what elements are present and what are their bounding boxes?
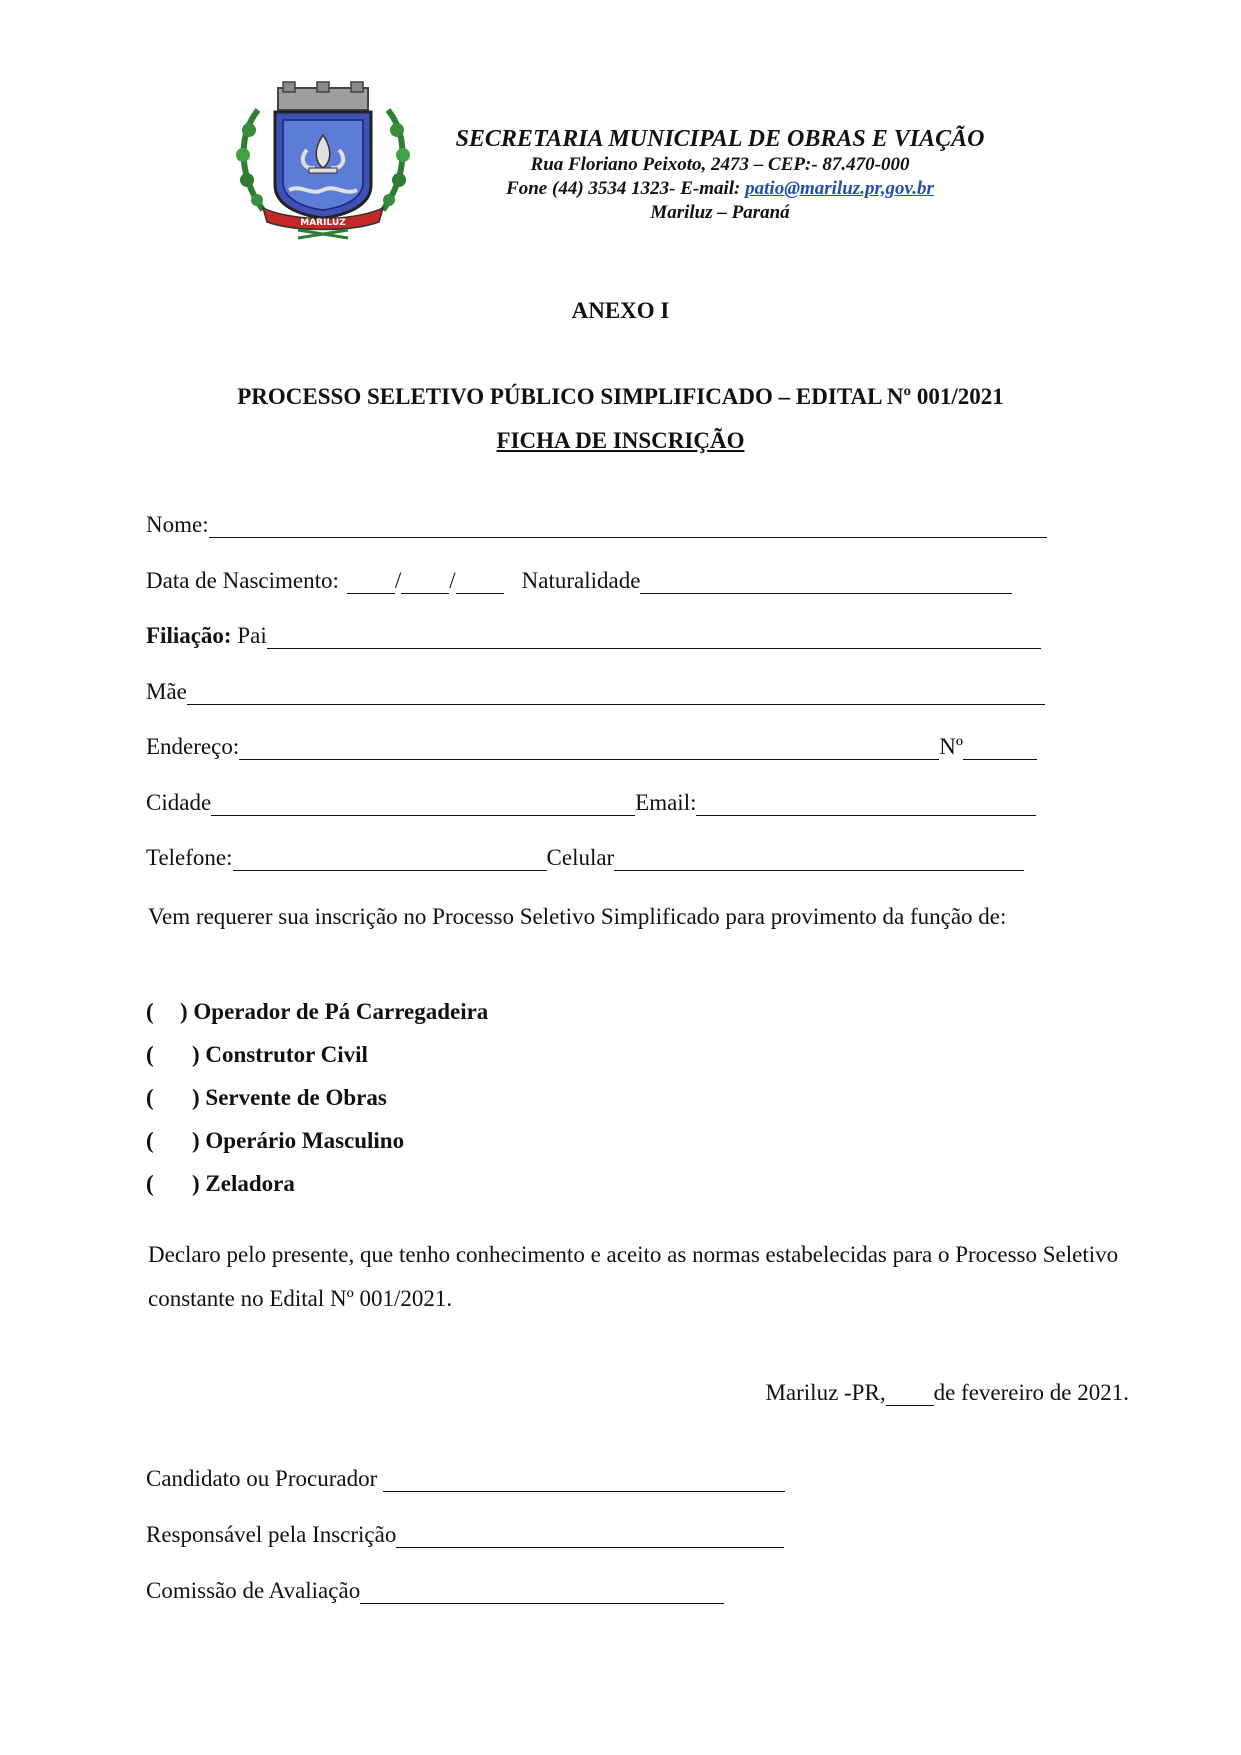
field-endereco	[146, 734, 1037, 760]
label-mae: Mãe	[146, 679, 187, 704]
header-block	[420, 125, 1020, 225]
checkbox-open-paren: (	[146, 1170, 154, 1196]
signature-comissao	[146, 1578, 724, 1604]
checkbox-open-paren: (	[146, 998, 154, 1024]
option-label: ) Servente de Obras	[192, 1084, 387, 1110]
form-title: FICHA DE INSCRIÇÃO	[496, 428, 745, 453]
option-zeladora[interactable]	[146, 1162, 488, 1205]
date-prefix: Mariluz -PR,	[765, 1380, 886, 1405]
signature-responsavel	[146, 1522, 784, 1548]
option-label: ) Zeladora	[192, 1170, 295, 1196]
input-line-comissao[interactable]	[360, 1581, 724, 1604]
input-line-nome[interactable]	[209, 515, 1047, 538]
label-endereco: Endereço:	[146, 734, 240, 759]
option-label: ) Operador de Pá Carregadeira	[180, 998, 489, 1024]
checkbox-open-paren: (	[146, 1084, 154, 1110]
request-text: Vem requerer sua inscrição no Processo Seletivo Simplificado para provimento da função de:	[148, 904, 1007, 929]
header-city: Mariluz – Paraná	[650, 202, 790, 223]
label-filiacao: Filiação:	[146, 623, 232, 648]
declaration-text: Declaro pelo presente, que tenho conhecimento e aceito as normas estabelecidas para o Processo Seletivo constante no Edital Nº 001/2021.	[148, 1242, 1119, 1311]
option-label: ) Construtor Civil	[192, 1041, 368, 1067]
municipal-crest-logo	[233, 80, 413, 240]
input-line-year[interactable]	[456, 571, 504, 594]
field-cidade-email	[146, 790, 1036, 816]
header-phone: Fone (44) 3534 1323- E-mail:	[506, 178, 746, 199]
field-filiacao-pai	[146, 623, 1041, 649]
input-line-responsavel[interactable]	[396, 1525, 784, 1548]
checkbox-open-paren: (	[146, 1041, 154, 1067]
input-line-naturalidade[interactable]	[640, 571, 1012, 594]
label-celular: Celular	[546, 845, 615, 870]
input-line-email[interactable]	[696, 793, 1036, 816]
date-place-line	[765, 1380, 1129, 1406]
input-line-candidato[interactable]	[383, 1469, 785, 1492]
signature-candidato	[146, 1466, 785, 1492]
label-candidato: Candidato ou Procurador	[146, 1466, 383, 1491]
label-comissao: Comissão de Avaliação	[146, 1578, 361, 1603]
label-naturalidade: Naturalidade	[521, 568, 641, 593]
header-title: SECRETARIA MUNICIPAL DE OBRAS E VIAÇÃO	[455, 126, 985, 152]
label-nome: Nome:	[146, 512, 209, 537]
field-nome	[146, 512, 1047, 538]
input-line-numero[interactable]	[963, 737, 1037, 760]
input-line-celular[interactable]	[614, 848, 1024, 871]
option-operador-pa-carregadeira[interactable]	[146, 990, 488, 1033]
function-options	[146, 990, 488, 1205]
input-line-endereco[interactable]	[239, 737, 939, 760]
date-slash-1: /	[394, 568, 402, 593]
label-cidade: Cidade	[146, 790, 212, 815]
field-data-nascimento	[146, 568, 1012, 594]
option-label: ) Operário Masculino	[192, 1127, 405, 1153]
label-pai: Pai	[231, 623, 267, 648]
label-numero: Nº	[939, 734, 963, 759]
date-suffix: de fevereiro de 2021.	[933, 1380, 1129, 1405]
date-slash-2: /	[449, 568, 456, 593]
process-title: PROCESSO SELETIVO PÚBLICO SIMPLIFICADO – EDITAL Nº 001/2021	[237, 384, 1004, 409]
input-line-mae[interactable]	[187, 682, 1045, 705]
checkbox-open-paren: (	[146, 1127, 154, 1153]
crest-banner-text: MARILUZ	[300, 218, 346, 228]
header-address: Rua Floriano Peixoto, 2473 – CEP:- 87.470-000	[530, 154, 910, 175]
label-email: Email:	[635, 790, 697, 815]
field-mae	[146, 679, 1045, 705]
input-line-day[interactable]	[347, 571, 395, 594]
option-servente-de-obras[interactable]	[146, 1076, 488, 1119]
label-telefone: Telefone:	[146, 845, 233, 870]
annex-heading: ANEXO I	[571, 298, 670, 323]
input-line-cidade[interactable]	[211, 793, 635, 816]
input-line-day-signature[interactable]	[886, 1383, 934, 1406]
field-telefone-celular	[146, 845, 1024, 871]
option-construtor-civil[interactable]	[146, 1033, 488, 1076]
input-line-pai[interactable]	[267, 626, 1041, 649]
input-line-telefone[interactable]	[233, 848, 547, 871]
label-responsavel: Responsável pela Inscrição	[146, 1522, 397, 1547]
header-email-link[interactable]: patio@mariluz.pr,gov.br	[745, 178, 934, 199]
input-line-month[interactable]	[401, 571, 449, 594]
option-operario-masculino[interactable]	[146, 1119, 488, 1162]
label-data-nascimento: Data de Nascimento:	[146, 568, 339, 593]
header-contact	[420, 177, 1020, 201]
